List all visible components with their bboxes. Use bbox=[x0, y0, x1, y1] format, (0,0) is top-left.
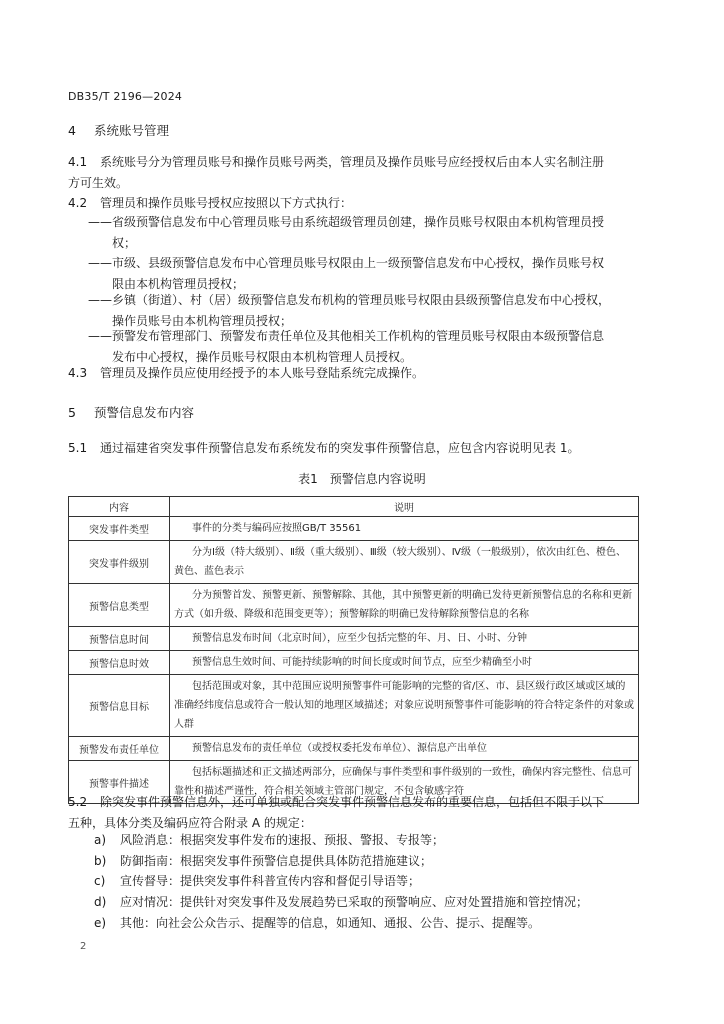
dash-item-text-continuation: 权； bbox=[112, 236, 137, 250]
row-label: 预警信息目标 bbox=[69, 675, 170, 737]
dash-item-text-continuation: 操作员账号由本机构管理员授权； bbox=[112, 314, 293, 328]
table-row bbox=[69, 584, 639, 627]
clause-number: 5.1 bbox=[68, 441, 88, 455]
row-label: 预警信息时效 bbox=[69, 651, 170, 675]
clause-text-continuation: 五种，具体分类及编码应符合附录 A 的规定： bbox=[68, 816, 312, 830]
row-label: 预警信息时间 bbox=[69, 627, 170, 651]
clause-text-continuation: 方可生效。 bbox=[68, 176, 129, 190]
row-label: 预警事件描述 bbox=[69, 761, 170, 804]
clause-text: 管理员及操作员应使用经授予的本人账号登陆系统完成操作。 bbox=[100, 366, 425, 380]
dash-item-text: ——预警发布管理部门、预警发布责任单位及其他相关工作机构的管理员账号权限由本级预警信息 bbox=[88, 329, 605, 343]
standard-number: DB35/T 2196—2024 bbox=[68, 90, 183, 103]
list-item-text: 风险消息：根据突发事件发布的速报、预报、警报、专报等； bbox=[120, 833, 445, 847]
table-title: 表1 预警信息内容说明 bbox=[298, 472, 426, 486]
table-row bbox=[69, 675, 639, 737]
section-5-heading bbox=[68, 403, 194, 421]
list-item bbox=[94, 872, 420, 889]
list-item-text: 防御指南：根据突发事件预警信息提供具体防范措施建议； bbox=[120, 854, 433, 868]
clause-text: 除突发事件预警信息外，还可单独或配合突发事件预警信息发布的重要信息，包括但不限于以下 bbox=[100, 795, 605, 809]
clause-number: 4.3 bbox=[68, 366, 88, 380]
clause-text: 系统账号分为管理员账号和操作员账号两类，管理员及操作员账号应经授权后由本人实名制注册 bbox=[100, 155, 605, 169]
dash-item-4 bbox=[88, 326, 604, 368]
section-number: 4 bbox=[68, 123, 76, 138]
row-description: 预警信息发布时间（北京时间），应至少包括完整的年、月、日、小时、分钟 bbox=[170, 627, 639, 651]
list-item-label: e) bbox=[94, 916, 107, 930]
row-description: 分为Ⅰ级（特大级别）、Ⅱ级（重大级别）、Ⅲ级（较大级别）、Ⅳ级（一般级别），依次由红色、橙色、黄色、蓝色表示 bbox=[170, 541, 639, 584]
section-number: 5 bbox=[68, 405, 76, 420]
clause-4-3 bbox=[68, 363, 424, 384]
list-item bbox=[94, 852, 432, 869]
table-row bbox=[69, 541, 639, 584]
dash-item-text: ——乡镇（街道）、村（居）级预警信息发布机构的管理员账号权限由县级预警信息发布中心授权， bbox=[88, 293, 611, 307]
row-label: 预警信息类型 bbox=[69, 584, 170, 627]
page-number: 2 bbox=[80, 941, 87, 952]
list-item-label: d) bbox=[94, 895, 107, 909]
clause-text: 管理员和操作员账号授权应按照以下方式执行： bbox=[100, 196, 353, 210]
row-description: 包括标题描述和正文描述两部分，应确保与事件类型和事件级别的一致性，确保内容完整性、信息可靠性和描述严谨性，符合相关领域主管部门规定，不包含敏感字符 bbox=[170, 761, 639, 804]
column-header-content: 内容 bbox=[69, 497, 170, 517]
row-description: 预警信息发布的责任单位（或授权委托发布单位）、源信息产出单位 bbox=[170, 737, 639, 761]
clause-4-2 bbox=[68, 193, 352, 214]
list-item bbox=[94, 893, 588, 910]
dash-item-text: ——市级、县级预警信息发布中心管理员账号权限由上一级预警信息发布中心授权，操作员账号权 bbox=[88, 256, 605, 270]
dash-item-text: ——省级预警信息发布中心管理员账号由系统超级管理员创建，操作员账号权限由本机构管理员授 bbox=[88, 215, 605, 229]
section-4-heading bbox=[68, 121, 169, 139]
clause-5-2 bbox=[68, 792, 604, 834]
section-title: 系统账号管理 bbox=[93, 123, 169, 138]
clause-5-1 bbox=[68, 438, 579, 459]
row-description: 包括范围或对象，其中范围应说明预警事件可能影响的完整的省/区、市、县区级行政区域或区域的准确经纬度信息或符合一般认知的地理区域描述；对象应说明预警事件可能影响的符合特定条件的对象或人群 bbox=[170, 675, 639, 737]
row-description: 预警信息生效时间、可能持续影响的时间长度或时间节点，应至少精确至小时 bbox=[170, 651, 639, 675]
dash-item-1 bbox=[88, 212, 604, 254]
row-description: 分为预警首发、预警更新、预警解除、其他，其中预警更新的明确已发待更新预警信息的名称和更新方式（如升级、降级和范围变更等）；预警解除的明确已发待解除预警信息的名称 bbox=[170, 584, 639, 627]
table-header-row bbox=[69, 497, 639, 517]
clause-text: 通过福建省突发事件预警信息发布系统发布的突发事件预警信息，应包含内容说明见表 1。 bbox=[100, 441, 580, 455]
table-row bbox=[69, 627, 639, 651]
clause-number: 4.2 bbox=[68, 196, 88, 210]
row-label: 突发事件级别 bbox=[69, 541, 170, 584]
row-description: 事件的分类与编码应按照GB/T 35561 bbox=[170, 517, 639, 541]
list-item-label: c) bbox=[94, 874, 106, 888]
dash-item-text-continuation: 发布中心授权，操作员账号权限由本机构管理人员授权。 bbox=[112, 350, 413, 364]
list-item-text: 应对情况：提供针对突发事件及发展趋势已采取的预警响应、应对处置措施和管控情况； bbox=[120, 895, 589, 909]
clause-number: 4.1 bbox=[68, 155, 88, 169]
list-item-text: 其他：向社会公众告示、提醒等的信息，如通知、通报、公告、提示、提醒等。 bbox=[120, 916, 541, 930]
table-row bbox=[69, 651, 639, 675]
clause-number: 5.2 bbox=[68, 795, 88, 809]
clause-4-1 bbox=[68, 152, 604, 194]
column-header-description: 说明 bbox=[170, 497, 639, 517]
table-row bbox=[69, 737, 639, 761]
content-table bbox=[68, 496, 639, 804]
row-label: 突发事件类型 bbox=[69, 517, 170, 541]
section-title: 预警信息发布内容 bbox=[93, 405, 194, 420]
list-item bbox=[94, 914, 540, 931]
list-item bbox=[94, 831, 444, 848]
list-item-text: 宣传督导：提供突发事件科普宣传内容和督促引导语等； bbox=[120, 874, 421, 888]
list-item-label: a) bbox=[94, 833, 107, 847]
table-row bbox=[69, 517, 639, 541]
row-label: 预警发布责任单位 bbox=[69, 737, 170, 761]
dash-item-text-continuation: 限由本机构管理员授权； bbox=[112, 277, 245, 291]
list-item-label: b) bbox=[94, 854, 107, 868]
dash-item-2 bbox=[88, 253, 604, 295]
